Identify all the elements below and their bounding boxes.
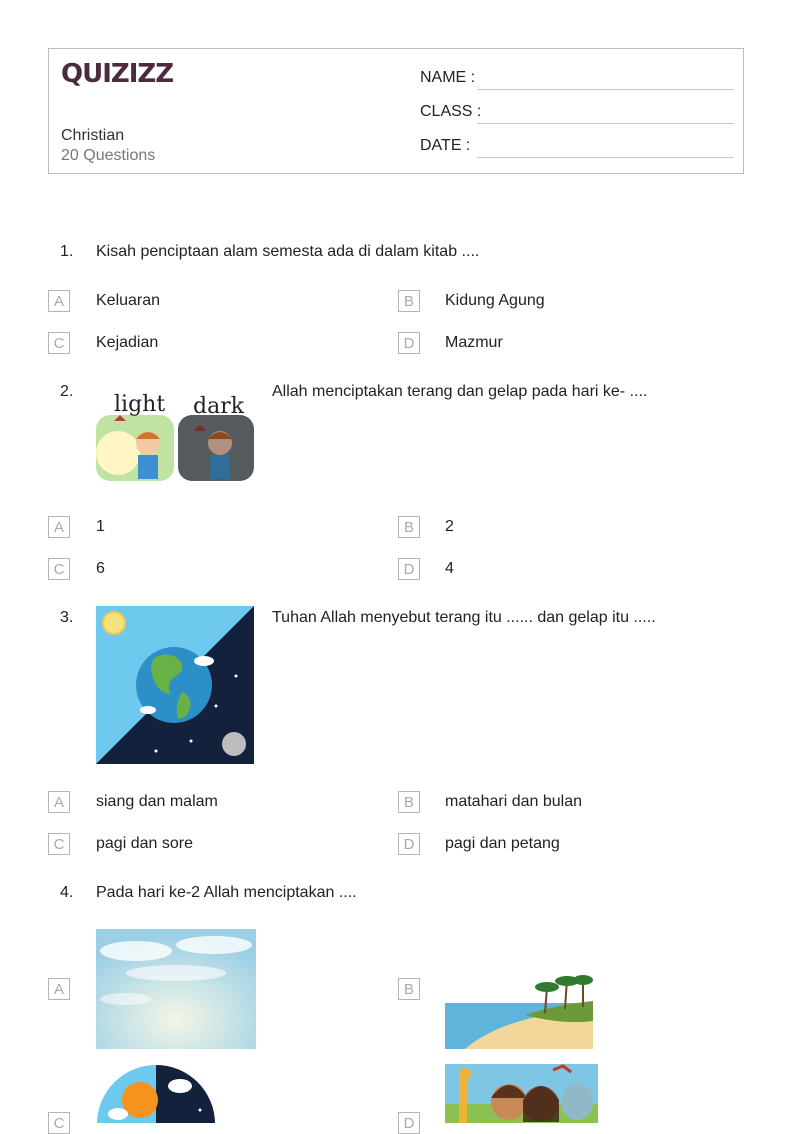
option-letter[interactable]: C <box>48 833 70 855</box>
option-letter[interactable]: D <box>398 1112 420 1134</box>
quizizz-logo: QUIZIZZ <box>61 59 174 89</box>
class-field[interactable] <box>420 103 734 125</box>
option-text[interactable]: Kejadian <box>96 334 159 351</box>
option-letter[interactable]: C <box>48 558 70 580</box>
option-text[interactable]: Kidung Agung <box>445 292 545 309</box>
option-letter[interactable]: B <box>398 791 420 813</box>
option-text[interactable]: matahari dan bulan <box>445 793 582 810</box>
option-letter[interactable]: A <box>48 791 70 813</box>
earth-day-night-image <box>96 606 254 764</box>
option-text[interactable]: pagi dan sore <box>96 835 193 852</box>
question-number: 3. <box>60 609 74 626</box>
dark-word: dark <box>193 394 245 419</box>
sky-clouds-image[interactable] <box>96 929 256 1049</box>
option-letter[interactable]: A <box>48 516 70 538</box>
option-text[interactable]: 1 <box>96 518 105 535</box>
option-letter[interactable]: B <box>398 978 420 1000</box>
name-field[interactable] <box>420 69 734 91</box>
question-text: Pada hari ke-2 Allah menciptakan .... <box>96 884 357 901</box>
date-label: DATE : <box>420 137 471 154</box>
option-text[interactable]: 4 <box>445 560 454 577</box>
class-line[interactable] <box>477 123 734 124</box>
option-text[interactable]: 6 <box>96 560 105 577</box>
option-letter[interactable]: B <box>398 516 420 538</box>
option-text[interactable]: Mazmur <box>445 334 503 351</box>
question-text: Allah menciptakan terang dan gelap pada hari ke- .... <box>272 383 648 400</box>
light-word: light <box>114 392 166 417</box>
option-letter[interactable]: C <box>48 332 70 354</box>
question-text: Kisah penciptaan alam semesta ada di dalam kitab .... <box>96 243 480 260</box>
worksheet-header <box>48 48 744 174</box>
option-letter[interactable]: C <box>48 1112 70 1134</box>
date-line[interactable] <box>477 157 734 158</box>
name-line[interactable] <box>477 89 734 90</box>
date-field[interactable] <box>420 137 734 159</box>
option-letter[interactable]: D <box>398 558 420 580</box>
option-text[interactable]: pagi dan petang <box>445 835 560 852</box>
beach-palm-trees-image[interactable] <box>445 973 593 1049</box>
option-letter[interactable]: A <box>48 290 70 312</box>
light-dark-image <box>96 385 256 485</box>
question-number: 2. <box>60 383 74 400</box>
option-letter[interactable]: B <box>398 290 420 312</box>
option-text[interactable]: Keluaran <box>96 292 161 309</box>
class-label: CLASS : <box>420 103 482 120</box>
sun-day-night-image[interactable] <box>96 1064 216 1123</box>
option-text[interactable]: 2 <box>445 518 454 535</box>
question-text: Tuhan Allah menyebut terang itu ...... dan gelap itu ..... <box>272 609 656 626</box>
animals-people-image[interactable] <box>445 1064 598 1123</box>
option-letter[interactable]: A <box>48 978 70 1000</box>
option-letter[interactable]: D <box>398 833 420 855</box>
worksheet-title: Christian <box>61 127 125 144</box>
question-count: 20 Questions <box>61 147 156 164</box>
question-number: 1. <box>60 243 74 260</box>
option-text[interactable]: siang dan malam <box>96 793 218 810</box>
question-number: 4. <box>60 884 74 901</box>
option-letter[interactable]: D <box>398 332 420 354</box>
name-label: NAME : <box>420 69 476 86</box>
